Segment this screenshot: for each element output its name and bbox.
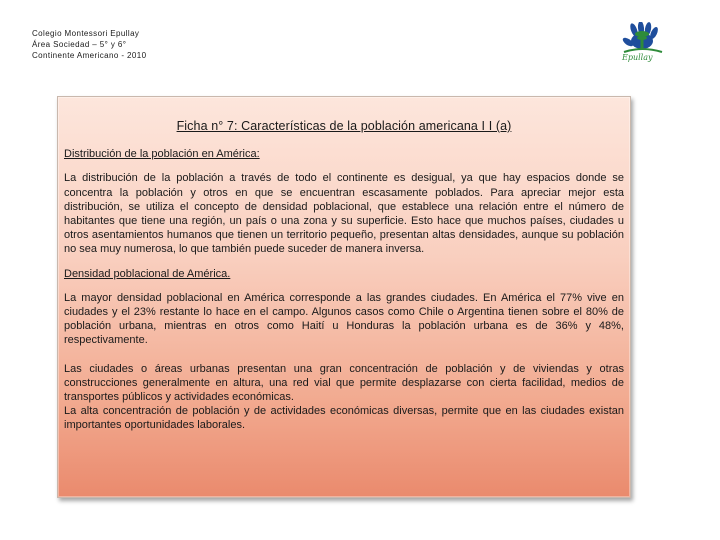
header-course: Continente Americano - 2010: [32, 51, 147, 60]
section-distribution-text: La distribución de la población a través de todo el continente es desigual, ya que hay espacios donde se concentra la población y otros en que se encuentran escasamente poblados. Para apreciar mejor esta distribución, se utiliza el concepto de densidad poblacional, que establece una relación entre el número de habitantes que tiene una región, un país o una zona y su superficie. Esto hace que muchos países, ciudades u otros asentamientos humanos que tienen un territorio pequeño, presentan altas densidades, aunque su población no sea muy numerosa, lo que también puede suceder de manera inversa.: [64, 172, 624, 256]
section-density-text: La mayor densidad poblacional en América corresponde a las grandes ciudades. En América el 77% vive en ciudades y el 23% restante lo hace en el campo. Algunos casos como Chile o Argentina tienen sobre el 80% de población urbana, mientras en otros como Haití u Honduras la población urbana es de 36% y 48%, respectivamente.: [64, 291, 624, 347]
logo-text: Epullay: [622, 53, 653, 62]
card-content: [64, 119, 624, 443]
section-density-heading: Densidad poblacional de América.: [64, 267, 231, 280]
header-school-name: Colegio Montessori Epullay: [32, 29, 140, 38]
school-header: [32, 28, 146, 61]
header-area: Área Sociedad – 5° y 6°: [32, 40, 127, 49]
section-opportunities-text: La alta concentración de población y de actividades económicas diversas, permite que en las ciudades existan importantes oportunidades laborales.: [64, 405, 624, 432]
card-title: Ficha n° 7: Características de la población americana I I (a): [176, 119, 512, 133]
info-card: [57, 96, 631, 498]
school-logo: [618, 22, 668, 64]
section-distribution-heading: Distribución de la población en América:: [64, 148, 260, 161]
section-cities-text: Las ciudades o áreas urbanas presentan una gran concentración de población y de viviendas y otras construcciones generalmente en altura, una red vial que permite desplazarse con cierta facilidad, medios de transportes públicos y actividades económicas.: [64, 362, 624, 404]
